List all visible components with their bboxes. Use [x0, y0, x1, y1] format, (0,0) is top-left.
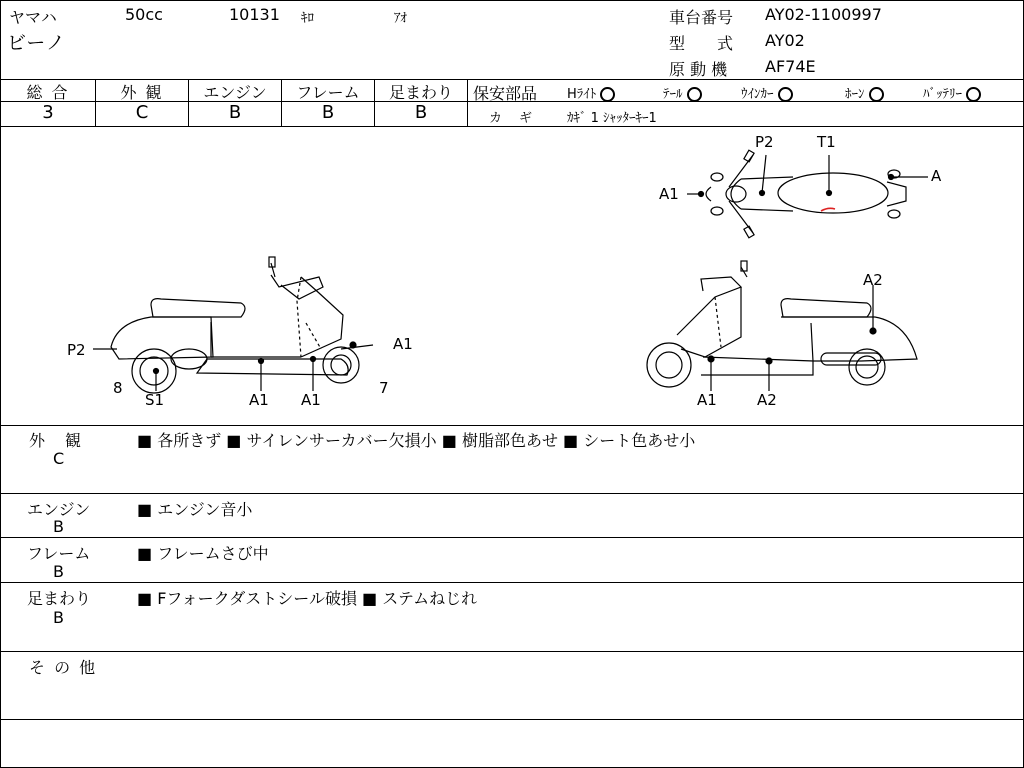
scooter-left-view — [111, 257, 373, 393]
check-circle-icon — [687, 87, 702, 102]
safety-headlight: Hﾗｲﾄ — [567, 83, 615, 102]
color: ｱｵ — [394, 11, 407, 26]
remark-grade-exterior: C — [53, 449, 65, 468]
grade-value-engine: B — [228, 102, 242, 123]
remark-grade-frame: B — [53, 562, 64, 581]
divider — [1, 651, 1023, 652]
displacement: 50cc — [125, 5, 163, 24]
engine-label: 原 動 機 — [669, 60, 728, 79]
remark-grade-suspension: B — [53, 608, 64, 627]
remark-title-engine: エンジン — [27, 500, 91, 519]
mark-right-a1: A1 — [697, 391, 717, 409]
type-label: 型 式 — [669, 34, 734, 53]
mark-top-p2: P2 — [755, 133, 774, 151]
grade-value-frame: B — [321, 102, 335, 123]
mark-right-a2: A2 — [863, 271, 883, 289]
remark-title-other: そ の 他 — [29, 658, 98, 677]
divider — [1, 719, 1023, 720]
model-name: ビーノ — [7, 32, 66, 54]
check-circle-icon — [778, 87, 793, 102]
safety-winker: ｳｲﾝｶｰ — [741, 83, 793, 102]
mark-left-p2: P2 — [67, 341, 86, 359]
key-label: カ ギ — [489, 111, 535, 126]
frame-no-label: 車台番号 — [669, 8, 734, 27]
check-circle-icon — [869, 87, 884, 102]
maker-name: ヤマハ — [9, 8, 57, 27]
remark-title-exterior: 外 観 — [29, 431, 84, 450]
check-circle-icon — [600, 87, 615, 102]
key-value: ｶｷﾞ 1 ｼｬｯﾀｰｷｰ1 — [567, 111, 657, 126]
mark-right-a2: A2 — [757, 391, 777, 409]
divider — [1, 582, 1023, 583]
remark-body-exterior: ■ 各所きず ■ サイレンサーカバー欠損小 ■ 樹脂部色あせ ■ シート色あせ小 — [137, 431, 696, 450]
remark-body-frame: ■ フレームさび中 — [137, 544, 269, 563]
mileage: 10131 — [229, 5, 280, 24]
mark-left-8: 8 — [113, 379, 123, 397]
remark-title-suspension: 足まわり — [27, 589, 92, 608]
mark-top-t1: T1 — [817, 133, 836, 151]
divider — [467, 79, 468, 126]
frame-no: AY02-1100997 — [765, 5, 882, 24]
type-value: AY02 — [765, 31, 805, 50]
safety-horn: ﾎｰﾝ — [845, 83, 884, 102]
safety-taillight: ﾃｰﾙ — [663, 83, 702, 102]
safety-title: 保安部品 — [473, 84, 538, 103]
remark-grade-engine: B — [53, 517, 64, 536]
damage-markers — [93, 155, 928, 391]
grade-label-suspension: 足まわり — [388, 83, 453, 102]
remark-body-engine: ■ エンジン音小 — [137, 500, 253, 519]
scooter-top-view — [706, 150, 906, 238]
mark-left-7: 7 — [379, 379, 389, 397]
remark-body-suspension: ■ Fフォークダストシール破損 ■ ステムねじれ — [137, 589, 478, 608]
remark-title-frame: フレーム — [27, 544, 91, 563]
grade-value-overall: 3 — [42, 102, 54, 123]
grade-label-frame: フレーム — [296, 83, 360, 102]
divider — [1, 425, 1023, 426]
grade-label-engine: エンジン — [203, 83, 267, 102]
mark-left-a1: A1 — [301, 391, 321, 409]
mark-left-a1: A1 — [393, 335, 413, 353]
mark-left-a1: A1 — [249, 391, 269, 409]
check-circle-icon — [966, 87, 981, 102]
grade-value-suspension: B — [414, 102, 428, 123]
divider — [1, 493, 1023, 494]
grade-label-exterior: 外 観 — [120, 83, 164, 102]
mark-left-s1: S1 — [145, 391, 165, 409]
mileage-unit: ｷﾛ — [301, 11, 314, 26]
grade-value-exterior: C — [135, 102, 149, 123]
engine-value: AF74E — [765, 57, 816, 76]
safety-battery: ﾊﾞｯﾃﾘｰ — [923, 83, 981, 102]
mark-top-a1: A1 — [659, 185, 679, 203]
grade-label-overall: 総 合 — [26, 83, 70, 102]
divider — [1, 537, 1023, 538]
mark-top-a: A — [931, 167, 942, 185]
